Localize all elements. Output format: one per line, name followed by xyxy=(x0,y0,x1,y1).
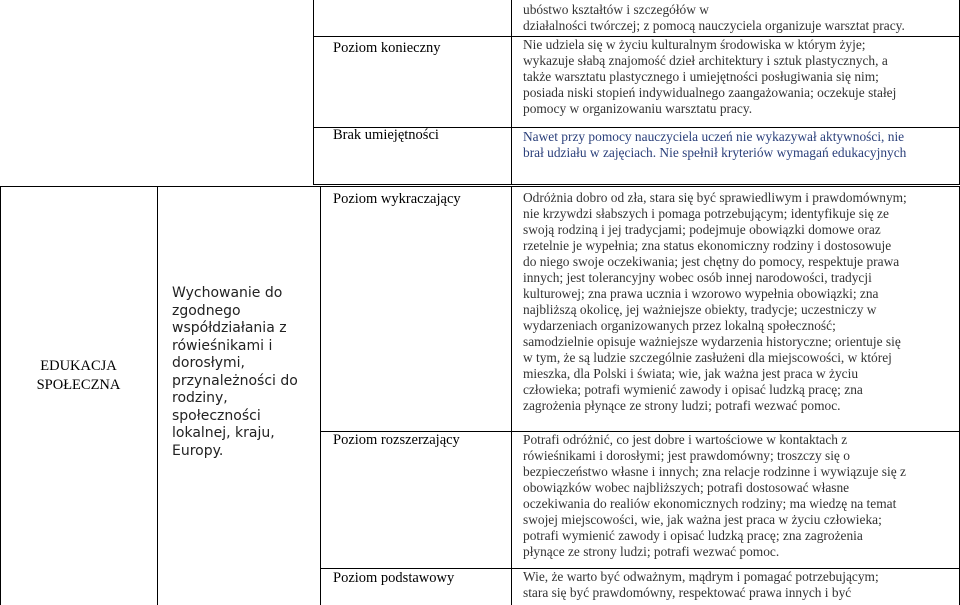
goal-line: rówieśnikami i xyxy=(172,337,273,354)
level-label-podstawowy: Poziom podstawowy xyxy=(333,570,455,586)
area-line: SPOŁECZNA xyxy=(36,377,121,393)
text-line: stara się być prawdomówny, respektować prawa innych i być xyxy=(523,585,852,600)
level-wykraczajacy-description xyxy=(523,190,953,414)
text-line: swojej miejscowości, wie, jak ważna jest praca w życiu człowieka; xyxy=(523,512,882,527)
goal-line: współdziałania z xyxy=(172,320,287,336)
goal-line: przynależności do xyxy=(172,372,298,389)
text-line: oczekiwania do realiów ekonomicznych rodziny; ma wiedzę na temat xyxy=(523,496,897,511)
text-line: kulturowej; zna prawa ucznia i wzorowo wypełnia obowiązki; zna xyxy=(523,286,879,301)
text-line: potrafi wymienić zawody i opisać ludzką pracę; zna zagrożenia xyxy=(523,528,863,543)
text-line: najbliższą okolicę, jej ważniejsze obiekty, tradycje; uczestniczy w xyxy=(523,302,877,317)
top-row-1-description xyxy=(523,37,953,117)
level-rozszerzajacy-description xyxy=(523,432,953,560)
text-line: posiada niski stopień indywidualnego zaangażowania; oczekuje stałej xyxy=(523,85,897,100)
level-label-konieczny: Poziom konieczny xyxy=(333,40,441,56)
top-row-2-description xyxy=(523,129,953,161)
text-line: obowiązków wobec najbliższych; potrafi dostosować własne xyxy=(523,480,850,495)
text-line: rówieśnikami i dorosłymi; jest prawdomówny; troszczy się o xyxy=(523,448,850,463)
level-label-wykraczajacy: Poziom wykraczający xyxy=(333,191,461,207)
goal-line: dorosłymi, xyxy=(172,355,246,371)
text-line: zagrożenia płynące ze strony ludzi; potrafi wezwać pomoc. xyxy=(523,398,841,413)
text-line: rzetelnie je wypełnia; zna status ekonomiczny rodziny i dostosowuje xyxy=(523,238,892,253)
level-label-brak: Brak umiejętności xyxy=(333,127,439,143)
text-line: działalności twórczej; z pomocą nauczyciela organizuje warsztat pracy. xyxy=(523,18,905,33)
text-line: samodzielnie opisuje ważniejsze wydarzenia historyczne; orientuje się xyxy=(523,334,901,349)
level-podstawowy-description xyxy=(523,569,953,601)
area-label xyxy=(0,357,157,395)
text-line: pomocy w organizowaniu warsztatu pracy. xyxy=(523,101,753,116)
text-line: wydarzeniach organizowanych przez lokalną społeczność; xyxy=(523,318,836,333)
text-line: płynące ze strony ludzi; potrafi wezwać pomoc. xyxy=(523,544,780,559)
goal-line: Wychowanie do xyxy=(172,285,283,301)
text-line: Odróżnia dobro od zła, stara się być sprawiedliwym i prawdomównym; xyxy=(523,190,907,205)
text-line: człowieka; potrafi wymienić zawody i opisać ludzką pracę; zna xyxy=(523,382,863,397)
text-line: Potrafi odróżnić, co jest dobre i wartościowe w kontaktach z xyxy=(523,432,848,447)
text-line: mieszka, dla Polski i świata; wie, jak ważna jest praca w życiu xyxy=(523,366,859,381)
text-line: bezpieczeństwo własne i innych; zna relacje rodzinne i wywiązuje się z xyxy=(523,464,906,479)
goal-line: zgodnego xyxy=(172,302,241,319)
top-row-0-description xyxy=(523,2,953,34)
text-line: nie krzywdzi słabszych i pomaga potrzebującym; identyfikuje się ze xyxy=(523,206,889,221)
text-line: ubóstwo kształtów i szczegółów w xyxy=(523,2,709,17)
goal-line: Europy. xyxy=(172,442,224,459)
text-line: także warsztatu plastycznego i umiejętności posługiwania się nim; xyxy=(523,69,879,84)
text-line: w tym, że są ludzie szczególnie zasłużeni dla miejscowości, w której xyxy=(523,350,892,365)
text-line: do niego swoje oczekiwania; jest chętny do pomocy, respektuje prawa xyxy=(523,254,900,269)
text-line: Nie udziela się w życiu kulturalnym środowiska w którym żyje; xyxy=(523,37,866,52)
text-line: innych; jest tolerancyjny wobec osób innej narodowości, tradycji xyxy=(523,270,872,285)
level-label-rozszerzajacy: Poziom rozszerzający xyxy=(333,432,460,448)
text-line: wykazuje słabą znajomość dzieł architektury i sztuk plastycznych, a xyxy=(523,53,888,68)
text-line: Wie, że warto być odważnym, mądrym i pomagać potrzebującym; xyxy=(523,569,879,584)
text-line: brał udziału w zajęciach. Nie spełnił kryteriów wymagań edukacyjnych xyxy=(523,145,907,160)
area-line: EDUKACJA xyxy=(40,358,117,374)
goal-text xyxy=(172,285,317,460)
text-line: swoją rodziną i jej tradycjami; podejmuje obowiązki domowe oraz xyxy=(523,222,881,237)
goal-line: rodziny, społeczności xyxy=(172,390,261,424)
goal-line: lokalnej, kraju, xyxy=(172,425,275,441)
text-line: Nawet przy pomocy nauczyciela uczeń nie wykazywał aktywności, nie xyxy=(523,129,905,144)
